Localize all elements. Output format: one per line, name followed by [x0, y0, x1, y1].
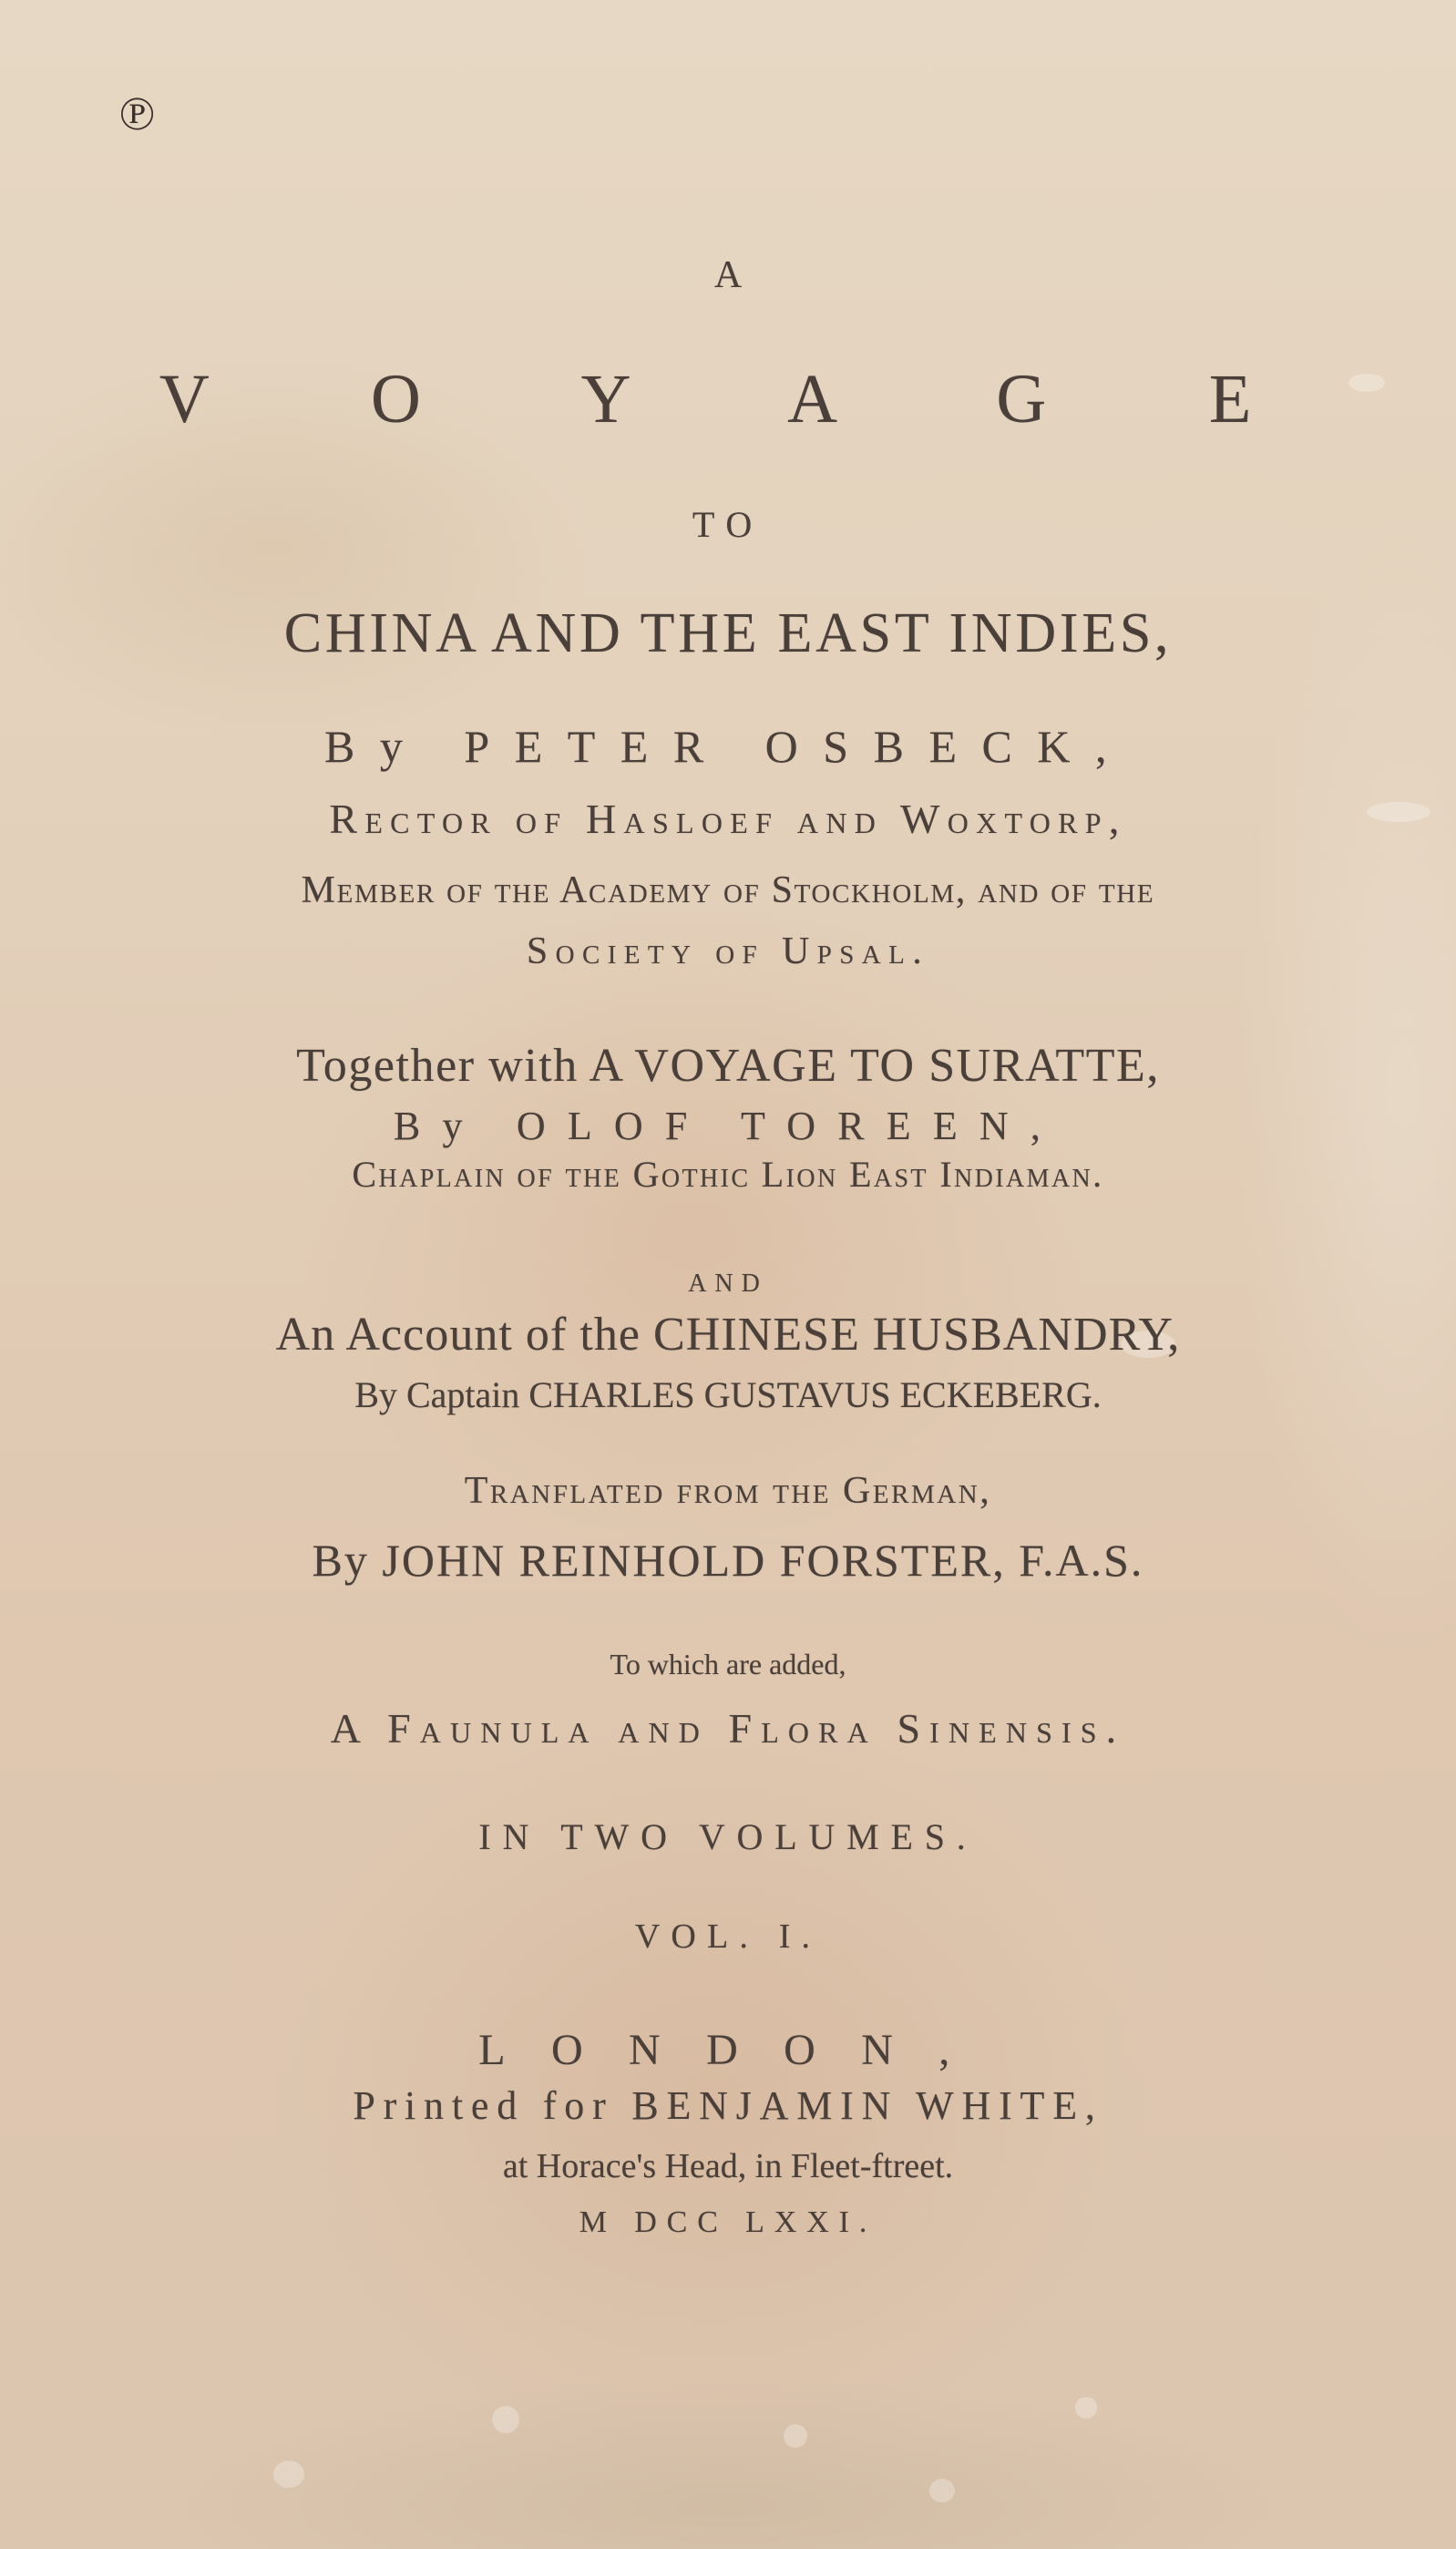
translation-note: Tranflated from the German, [464, 1470, 992, 1512]
title-to: TO [692, 504, 764, 545]
paper-stain [1075, 2397, 1097, 2419]
translator: By JOHN REINHOLD FORSTER, F.A.S. [312, 1535, 1144, 1586]
volume-number: VOL. I. [634, 1917, 822, 1956]
author-rank: Rector of Hasloef and Woxtorp, [329, 796, 1127, 842]
author-line: By PETER OSBECK, [324, 721, 1132, 772]
second-author: By OLOF TOREEN, [393, 1104, 1063, 1148]
paper-stain [273, 2461, 304, 2488]
ink-mark: ℗ [118, 87, 155, 141]
second-voyage-title: Together with A VOYAGE TO SURATTE, [296, 1040, 1160, 1092]
title-destination: CHINA AND THE EAST INDIES, [283, 602, 1173, 664]
title-main: V O Y A G E [159, 361, 1325, 437]
second-author-rank: Chaplain of the Gothic Lion East Indiaman. [352, 1154, 1104, 1195]
volumes-note: IN TWO VOLUMES. [478, 1816, 978, 1857]
third-author: By Captain CHARLES GUSTAVUS ECKEBERG. [354, 1374, 1102, 1415]
imprint-address: at Horace's Head, in Fleet-ftreet. [502, 2147, 954, 2185]
author-membership: Member of the Academy of Stockholm, and of the [301, 869, 1155, 911]
imprint-city: LONDON, [478, 2026, 996, 2074]
author-membership-cont: Society of Upsal. [526, 930, 930, 972]
paper-stain [784, 2424, 807, 2448]
title-article: A [713, 254, 743, 296]
paper-stain [492, 2406, 519, 2433]
account-title: An Account of the CHINESE HUSBANDRY, [275, 1309, 1181, 1361]
conjunction: AND [688, 1269, 768, 1298]
imprint-date: M DCC LXXI. [579, 2205, 877, 2239]
paper-stain [929, 2479, 955, 2503]
faunula-title: A Faunula and Flora Sinensis. [330, 1705, 1126, 1752]
additions-note: To which are added, [610, 1648, 846, 1680]
imprint-publisher: Printed for BENJAMIN WHITE, [353, 2083, 1103, 2128]
